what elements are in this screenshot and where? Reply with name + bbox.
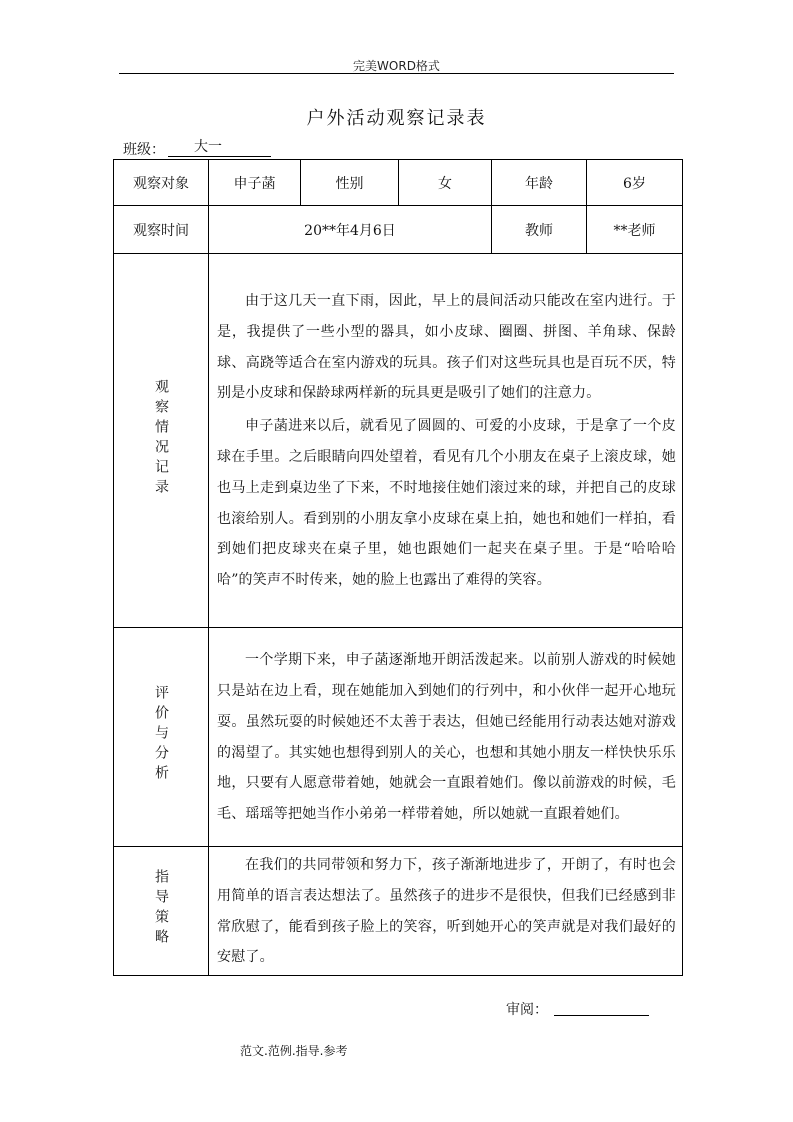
review-signature-line [554,1015,649,1016]
header-divider [119,73,674,74]
teacher-label: 教师 [492,206,587,254]
evaluation-label-cell [114,628,209,847]
time-label: 观察时间 [114,206,209,254]
observation-table [113,159,683,976]
teacher-value: **老师 [587,206,683,254]
guidance-label: 指导策略 [153,869,169,950]
evaluation-label: 评价与分析 [153,685,169,785]
observation-label-cell [114,254,209,628]
subject-value: 申子菡 [209,160,301,206]
gender-value: 女 [399,160,492,206]
observation-label: 观察情况记录 [153,378,169,499]
table-row [114,847,683,976]
class-value: 大一 [168,139,271,157]
age-label: 年龄 [492,160,587,206]
table-row [114,160,683,206]
evaluation-content [209,628,683,847]
table-row [114,628,683,847]
class-label: 班级： [123,142,165,158]
time-value: 20**年4月6日 [209,206,492,254]
table-row [114,206,683,254]
guidance-content [209,847,683,976]
gender-label: 性别 [301,160,399,206]
page-title: 户外活动观察记录表 [306,108,487,129]
age-value: 6岁 [587,160,683,206]
review-label: 审阅： [506,1002,548,1018]
guidance-label-cell [114,847,209,976]
evaluation-paragraph: 一个学期下来，申子菡逐渐地开朗活泼起来。以前别人游戏的时候她只是站在边上看，现在她能加入到她们的行列中，和小伙伴一起开心地玩耍。虽然玩耍的时候她还不太善于表达，但她已经能用行动表达她对游戏的渴望了。其实她也想得到别人的关心，也想和其她小朋友一样快快乐乐地，只要有人愿意带着她，她就会一直跟着她们。像以前游戏的时候，毛毛、瑶瑶等把她当作小弟弟一样带着她，所以她就一直跟着她们。 [217,652,676,823]
page-footer: 范文.范例.指导.参考 [240,1044,348,1058]
subject-label: 观察对象 [114,160,209,206]
observation-paragraph: 申子菡进来以后，就看见了圆圆的、可爱的小皮球，于是拿了一个皮球在手里。之后眼睛向四处望着，看见有几个小朋友在桌子上滚皮球，她也马上走到桌边坐了下来，不时地接住她们滚过来的球，并把自己的皮球也滚给别人。看到别的小朋友拿小皮球在桌上拍，她也和她们一样拍，看到她们把皮球夹在桌子里，她也跟她们一起夹在桌子里。于是“哈哈哈哈”的笑声不时传来，她的脸上也露出了难得的笑容。 [217,418,676,589]
observation-paragraph: 由于这几天一直下雨，因此，早上的晨间活动只能改在室内进行。于是，我提供了一些小型的器具，如小皮球、圈圈、拼图、羊角球、保龄球、高跷等适合在室内游戏的玩具。孩子们对这些玩具也是百玩不厌，特别是小皮球和保龄球两样新的玩具更是吸引了她们的注意力。 [217,293,676,402]
page-header: 完美WORD格式 [353,59,440,73]
table-row [114,254,683,628]
guidance-paragraph: 在我们的共同带领和努力下，孩子渐渐地进步了，开朗了，有时也会用简单的语言表达想法了。虽然孩子的进步不是很快，但我们已经感到非常欣慰了，能看到孩子脸上的笑容，听到她开心的笑声就是对我们最好的安慰了。 [217,857,676,966]
observation-content [209,254,683,628]
